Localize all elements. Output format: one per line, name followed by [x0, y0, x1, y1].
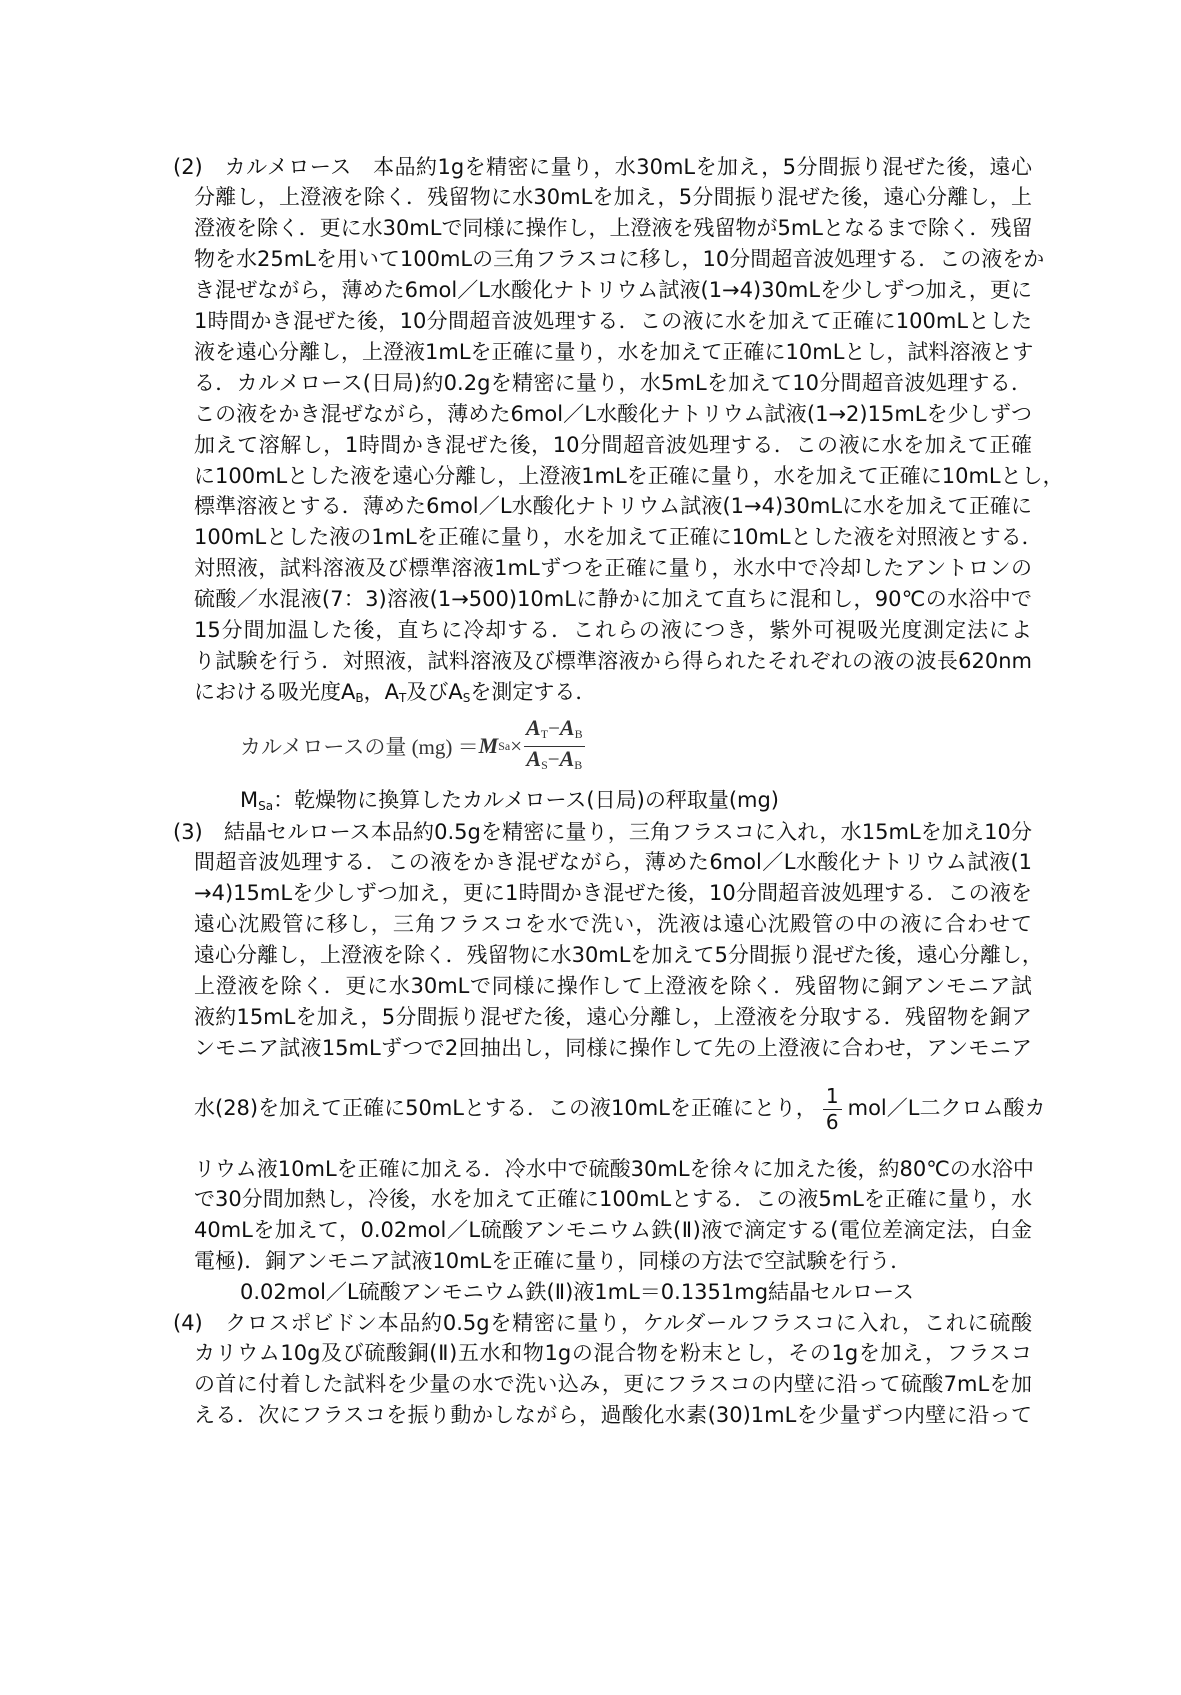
symbol-a: A	[384, 680, 399, 704]
carmellose-formula	[240, 714, 585, 772]
text-line: 15分間加温した後，直ちに冷却する．これらの液につき，紫外可視吸光度測定法によ	[194, 618, 1032, 642]
minus: −	[547, 746, 560, 771]
equivalence-line: 0.02mol／L硫酸アンモニウム鉄(Ⅱ)液1mL＝0.1351mg結晶セルロース	[240, 1280, 914, 1304]
text-line: カリウム10g及び硫酸銅(Ⅱ)五水和物1gの混合物を粉末とし，その1gを加え，フラスコ	[194, 1341, 1032, 1366]
text-line: 1時間かき混ぜた後，10分間超音波処理する．この液に水を加えて正確に100mLとした	[194, 309, 1032, 333]
text-line: 100mLとした液の1mLを正確に量り，水を加えて正確に10mLとした液を対照液とする．	[194, 525, 1043, 550]
symbol-a: A	[341, 680, 356, 704]
formula-m-sub: Sa	[498, 738, 511, 753]
formula-lhs: カルメロースの量 (mg) ＝	[240, 735, 479, 759]
subscript: T	[540, 726, 549, 741]
text-line: える．次にフラスコを振り動かしながら，過酸化水素(30)1mLを少量ずつ内壁に沿って	[194, 1402, 1032, 1427]
symbol: A	[559, 745, 575, 771]
symbol-a: A	[448, 680, 463, 704]
symbol: A	[526, 714, 541, 740]
text-line: 澄液を除く．更に水30mLで同様に操作し，上澄液を残留物が5mLとなるまで除く．残留	[194, 216, 1033, 241]
times-sign: ×	[510, 733, 523, 758]
absorbance-line	[194, 677, 1032, 708]
text-line: 遠心沈殿管に移し，三角フラスコを水で洗い，洗液は遠心沈殿管の中の液に合わせて	[194, 912, 1032, 937]
text-line: 分離し，上澄液を除く．残留物に水30mLを加え，5分間振り混ぜた後，遠心分離し，上	[194, 185, 1032, 210]
symbol: A	[559, 714, 575, 740]
text-line: 上澄液を除く．更に水30mLで同様に操作して上澄液を除く．残留物に銅アンモニア試	[194, 974, 1032, 998]
text-line: き混ぜながら，薄めた6mol／L水酸化ナトリウム試液(1→4)30mLを少しずつ加え，更に	[194, 278, 1032, 303]
text: 水(28)を加えて正確に50mLとする．この液10mLを正確にとり，	[194, 1096, 817, 1120]
text-line: 間超音波処理する．この液をかき混ぜながら，薄めた6mol／L水酸化ナトリウム試液(1	[194, 850, 1032, 875]
symbol-m: M	[240, 788, 259, 812]
numerator	[524, 716, 585, 747]
text: 及び	[406, 680, 449, 704]
minus: −	[548, 715, 560, 740]
denominator: 6	[825, 1109, 839, 1134]
text-line: リウム液10mLを正確に加える．冷水中で硫酸30mLを徐々に加えた後，約80℃の水浴中	[194, 1156, 1034, 1181]
text-line: →4)15mLを少しずつ加え，更に1時間かき混ぜた後，10分間超音波処理する．この液を	[194, 881, 1032, 906]
text-line: 標準溶液とする．薄めた6mol／L水酸化ナトリウム試液(1→4)30mLに水を加えて正確に	[194, 494, 1032, 519]
text-line: 液約15mLを加え，5分間振り混ぜた後，遠心分離し，上澄液を分取する．残留物を銅ア	[194, 1004, 1032, 1029]
text-line: ンモニア試液15mLずつで2回抽出し，同様に操作して先の上澄液に合わせ，アンモニア	[194, 1035, 1032, 1060]
subscript: S	[541, 757, 548, 772]
text-line: の首に付着した試料を少量の水で洗い込み，更にフラスコの内壁に沿って硫酸7mLを加	[194, 1371, 1032, 1396]
text-line: この液をかき混ぜながら，薄めた6mol／L水酸化ナトリウム試液(1→2)15mLを少しずつ	[194, 401, 1032, 426]
formula-m: M	[478, 733, 499, 758]
text: における吸光度	[194, 680, 341, 704]
text: ，	[363, 680, 385, 704]
text-line: 遠心分離し，上澄液を除く．残留物に水30mLを加えて5分間振り混ぜた後，遠心分離し，	[194, 943, 1043, 968]
text-line: (3) 結晶セルロース本品約0.5gを精密に量り，三角フラスコに入れ，水15mLを加え10分	[173, 819, 1032, 844]
text-line: (4) クロスポビドン本品約0.5gを精密に量り，ケルダールフラスコに入れ，これに硫酸	[173, 1310, 1032, 1335]
numerator: 1	[823, 1084, 842, 1110]
text-line: で30分間加熱し，冷後，水を加えて正確に100mLとする．この液5mLを正確に量り，水	[194, 1187, 1032, 1212]
fraction-one-sixth	[823, 1084, 842, 1135]
subscript: S	[462, 691, 471, 705]
formula-fraction	[524, 716, 585, 777]
note-text: ：乾燥物に換算したカルメロース(日局)の秤取量(mg)	[273, 788, 779, 812]
subscript: B	[355, 691, 364, 705]
text-line: 物を水25mLを用いて100mLの三角フラスコに移し，10分間超音波処理する．この液をか	[194, 247, 1045, 272]
denominator	[524, 747, 584, 777]
subscript: B	[574, 726, 583, 741]
text-line: 電極)．銅アンモニア試液10mLを正確に量り，同様の方法で空試験を行う．	[194, 1248, 912, 1273]
text: mol／L二クロム酸カ	[847, 1096, 1046, 1120]
text-line: に100mLとした液を遠心分離し，上澄液1mLを正確に量り，水を加えて正確に10mLとし，	[194, 463, 1064, 488]
text-line: 40mLを加えて，0.02mol／L硫酸アンモニウム鉄(Ⅱ)液で滴定する(電位差滴定法，白金	[194, 1218, 1032, 1243]
text-line: 硫酸／水混液(7：3)溶液(1→500)10mLに静かに加えて直ちに混和し，90℃の水浴中で	[194, 587, 1032, 612]
text-line: 対照液，試料溶液及び標準溶液1mLずつを正確に量り，氷水中で冷却したアントロンの	[194, 556, 1032, 581]
symbol: A	[526, 745, 542, 771]
text-line: る．カルメロース(日局)約0.2gを精密に量り，水5mLを加えて10分間超音波処理する．	[194, 370, 1032, 395]
subscript: B	[574, 757, 583, 772]
text-line: 加えて溶解し，1時間かき混ぜた後，10分間超音波処理する．この液に水を加えて正確	[194, 432, 1032, 457]
subscript: T	[398, 691, 407, 705]
subscript: Sa	[258, 799, 274, 813]
msa-note	[240, 785, 779, 816]
text-line: (2) カルメロース 本品約1gを精密に量り，水30mLを加え，5分間振り混ぜた後，遠心	[173, 154, 1032, 179]
fraction-line	[194, 1080, 1046, 1136]
text-line: 液を遠心分離し，上澄液1mLを正確に量り，水を加えて正確に10mLとし，試料溶液とす	[194, 339, 1034, 364]
text: を測定する．	[470, 680, 597, 704]
text-line: り試験を行う．対照液，試料溶液及び標準溶液から得られたそれぞれの液の波長620nm	[194, 648, 1032, 673]
